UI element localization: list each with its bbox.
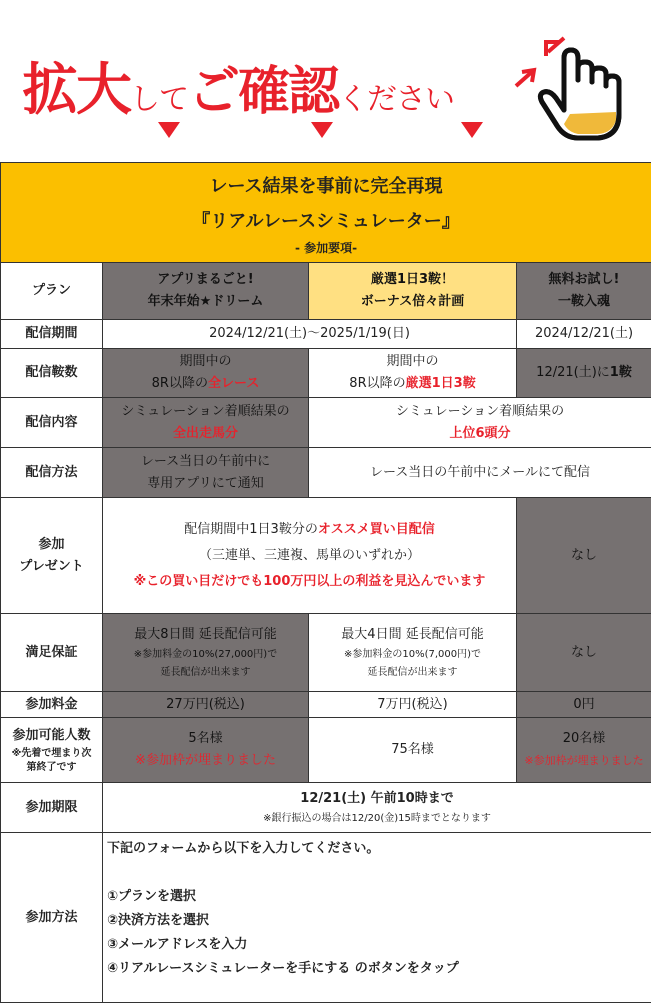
races-plan-2-line1: 期間中の: [309, 351, 516, 373]
deadline-value: [103, 783, 651, 833]
row-label-method: 配信方法: [1, 448, 103, 498]
table-title: レース結果を事前に完全再現: [1, 170, 651, 204]
banner-word-4: ください: [338, 82, 454, 117]
method-row: [1, 448, 651, 498]
present-line1-highlight: オススメ買い目配信: [318, 522, 435, 537]
fee-row: [1, 692, 651, 718]
row-label-period: 配信期間: [1, 320, 103, 349]
races-plan-1-highlight: 全レース: [208, 376, 259, 391]
races-plan-2-line2: [309, 373, 516, 395]
guarantee-plan-1-line1: 最大8日間 延長配信可能: [103, 624, 308, 646]
plan-2: [309, 263, 517, 320]
capacity-plan-1-count: 5名様: [103, 728, 308, 750]
how-step-4: ④リアルレースシミュレーターを手にする のボタンをタップ: [107, 957, 651, 981]
banner-text: [22, 46, 454, 126]
content-plan-2-3: [309, 398, 651, 448]
present-plan-1-2: [103, 498, 517, 614]
races-plan-1-pre: 8R以降の: [152, 376, 208, 391]
row-label-plan: プラン: [1, 263, 103, 320]
capacity-plan-3-count: 20名様: [517, 728, 651, 750]
guarantee-plan-2-line1: 最大4日間 延長配信可能: [309, 624, 516, 646]
banner: [0, 0, 651, 162]
row-label-content: 配信内容: [1, 398, 103, 448]
plan-2-line1: 厳選1日3鞍！: [309, 269, 516, 291]
row-label-present-line1: 参加: [1, 534, 102, 556]
banner-word-3: ご確認: [188, 62, 338, 122]
capacity-plan-1: [103, 718, 309, 783]
guarantee-row: [1, 614, 651, 692]
method-plan-1-line1: レース当日の午前中に: [103, 451, 308, 473]
guarantee-plan-1-note2: 延長配信が出来ます: [103, 664, 308, 682]
guarantee-plan-1: [103, 614, 309, 692]
period-plan-1-2: 2024/12/21(土)〜2025/1/19(日): [103, 320, 517, 349]
row-label-present: [1, 498, 103, 614]
method-plan-2-3: レース当日の午前中にメールにて配信: [309, 448, 651, 498]
present-row: [1, 498, 651, 614]
row-label-capacity-note1: ※先着で埋まり次: [1, 747, 102, 761]
how-step-1: ①プランを選択: [107, 885, 651, 909]
fee-plan-2: 7万円(税込): [309, 692, 517, 718]
races-row: [1, 349, 651, 398]
how-step-3: ③メールアドレスを入力: [107, 933, 651, 957]
races-plan-3-count: 1鞍: [610, 365, 632, 380]
how-content: [103, 833, 651, 1003]
races-plan-2: [309, 349, 517, 398]
capacity-plan-1-full: ※参加枠が埋まりました: [103, 750, 308, 772]
capacity-plan-3: [517, 718, 651, 783]
how-row: [1, 833, 651, 1003]
zoom-arrows-icon: [516, 38, 564, 86]
fee-plan-3: 0円: [517, 692, 651, 718]
row-label-capacity-note2: 第終了です: [1, 761, 102, 775]
present-line3: ※この買い目だけでも100万円以上の利益を見込んでいます: [103, 569, 516, 595]
period-row: [1, 320, 651, 349]
content-plan-2-highlight: 上位6頭分: [309, 423, 651, 445]
present-line2: （三連単、三連複、馬単のいずれか）: [103, 543, 516, 569]
plan-1-line1: アプリまるごと!: [103, 269, 308, 291]
table-header: [1, 163, 651, 263]
races-plan-3-pre: 12/21(土)に: [536, 365, 610, 380]
guarantee-plan-2: [309, 614, 517, 692]
tap-hand-icon: [512, 28, 632, 148]
plan-3: [517, 263, 651, 320]
row-label-capacity: [1, 718, 103, 783]
method-plan-1-line2: 専用アプリにて通知: [103, 473, 308, 495]
plan-1-line2: 年末年始★ドリーム: [103, 291, 308, 313]
present-line1-pre: 配信期間中1日3鞍分の: [184, 522, 318, 537]
plan-3-line1: 無料お試し!: [517, 269, 651, 291]
row-label-deadline: 参加期限: [1, 783, 103, 833]
fee-plan-1: 27万円(税込): [103, 692, 309, 718]
banner-word-1: 拡大: [22, 58, 130, 123]
content-plan-1: [103, 398, 309, 448]
present-plan-3: なし: [517, 498, 651, 614]
plan-2-line2: ボーナス倍々計画: [309, 291, 516, 313]
guarantee-plan-3: なし: [517, 614, 651, 692]
down-triangle-icon: [461, 122, 483, 138]
content-plan-1-highlight: 全出走馬分: [103, 423, 308, 445]
method-plan-1: [103, 448, 309, 498]
deadline-note: ※銀行振込の場合は12/20(金)15時までとなります: [103, 810, 651, 828]
row-label-capacity-text: 参加可能人数: [1, 725, 102, 747]
how-step-2: ②決済方法を選択: [107, 909, 651, 933]
capacity-plan-2: 75名様: [309, 718, 517, 783]
content-plan-2-line1: シミュレーション着順結果の: [309, 401, 651, 423]
table-section-label: - 参加要項-: [1, 240, 651, 256]
row-label-present-line2: プレゼント: [1, 556, 102, 578]
present-line1: [103, 517, 516, 543]
table-subtitle: 『リアルレースシミュレーター』: [1, 204, 651, 240]
races-plan-2-pre: 8R以降の: [349, 376, 405, 391]
content-plan-1-line1: シミュレーション着順結果の: [103, 401, 308, 423]
row-label-how: 参加方法: [1, 833, 103, 1003]
races-plan-1: [103, 349, 309, 398]
plan-1: [103, 263, 309, 320]
races-plan-2-highlight: 厳選1日3鞍: [406, 376, 476, 391]
races-plan-3: [517, 349, 651, 398]
row-label-guarantee: 満足保証: [1, 614, 103, 692]
races-plan-1-line2: [103, 373, 308, 395]
content-row: [1, 398, 651, 448]
row-label-races: 配信鞍数: [1, 349, 103, 398]
how-intro: 下記のフォームから以下を入力してください。: [107, 837, 651, 861]
capacity-row: [1, 718, 651, 783]
header-row: [1, 163, 651, 263]
capacity-plan-3-full: ※参加枠が埋まりました: [517, 750, 651, 772]
guarantee-plan-2-note1: ※参加料金の10%(7,000円)で: [309, 646, 516, 664]
down-triangle-icon: [311, 122, 333, 138]
down-triangle-icon: [158, 122, 180, 138]
deadline-main: 12/21(土) 午前10時まで: [103, 788, 651, 810]
races-plan-1-line1: 期間中の: [103, 351, 308, 373]
plan-row: [1, 263, 651, 320]
guarantee-plan-2-note2: 延長配信が出来ます: [309, 664, 516, 682]
banner-word-2: して: [130, 82, 188, 117]
how-spacer: [107, 861, 651, 885]
period-plan-3: 2024/12/21(土): [517, 320, 651, 349]
plan-3-line2: 一鞍入魂: [517, 291, 651, 313]
row-label-fee: 参加料金: [1, 692, 103, 718]
guarantee-plan-1-note1: ※参加料金の10%(27,000円)で: [103, 646, 308, 664]
entry-requirements-table: [0, 162, 651, 1003]
deadline-row: [1, 783, 651, 833]
